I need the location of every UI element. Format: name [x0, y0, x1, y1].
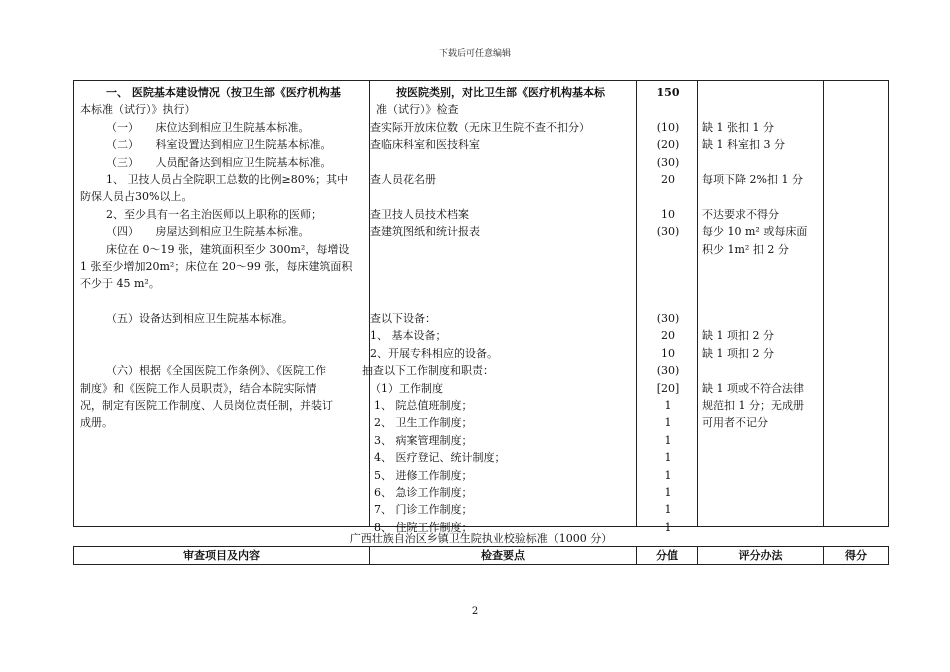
text-line: [370, 258, 638, 275]
score-value: [637, 293, 699, 310]
text-line: 2、 卫生工作制度；: [374, 416, 473, 430]
text-line: 2、至少具有一名主治医师以上职称的医师；: [106, 207, 322, 221]
text-line: 不少于 45 m²。: [80, 277, 160, 291]
text-line: 7、 门诊工作制度；: [374, 503, 473, 517]
text-line: 每少 10 m² 或每床面: [702, 225, 808, 239]
text-line: 查以下设备：: [370, 312, 436, 326]
text-line: （五）设备达到相应卫生院基本标准。: [106, 312, 293, 326]
text-line: 查临床科室和医技科室: [370, 138, 480, 152]
review-items-column: [80, 84, 370, 432]
text-line: 积少 1m² 扣 2 分: [702, 242, 789, 256]
score-value: [637, 258, 699, 275]
score-value: (20): [656, 138, 680, 152]
text-line: （三） 人员配备达到相应卫生院基本标准。: [106, 155, 332, 169]
text-line: 4、 医疗登记、统计制度；: [374, 451, 506, 465]
text-line: 不达要求不得分: [702, 207, 779, 221]
text-line: 缺 1 项或不符合法律: [702, 381, 804, 395]
score-value: 10: [661, 346, 675, 360]
text-line: [370, 293, 638, 310]
text-line: [80, 345, 370, 362]
scoring-method-column: [702, 84, 822, 432]
score-value: (30): [656, 155, 680, 169]
score-value: 1: [664, 468, 672, 482]
score-value: 150: [656, 86, 680, 99]
text-line: [702, 101, 822, 118]
score-value: (10): [656, 120, 680, 134]
text-line: [370, 188, 638, 205]
score-value: (30): [656, 364, 680, 378]
text-line: （一） 床位达到相应卫生院基本标准。: [106, 120, 310, 134]
header-check-points: 检查要点: [481, 549, 525, 562]
text-line: 查实际开放床位数（无床卫生院不查不扣分）: [370, 120, 590, 134]
text-line: [702, 84, 822, 101]
score-value: 1: [664, 451, 672, 465]
section-title: 一、 医院基本建设情况（按卫生部《医疗机构基: [106, 86, 341, 99]
table-header-row: [73, 546, 889, 565]
text-line: 缺 1 项扣 2 分: [702, 346, 774, 360]
text-line: 2、开展专科相应的设备。: [370, 346, 498, 360]
score-value: 1: [664, 485, 672, 499]
score-value: 1: [664, 503, 672, 517]
text-line: 3、 病案管理制度；: [374, 433, 473, 447]
text-line: [370, 154, 638, 171]
text-line: 缺 1 项扣 2 分: [702, 329, 774, 343]
text-line: [370, 275, 638, 292]
text-line: 6、 急诊工作制度；: [374, 485, 473, 499]
text-line: （六）根据《全国医院工作条例》、《医院工作: [106, 364, 326, 378]
text-line: （四） 房屋达到相应卫生院基本标准。: [106, 225, 310, 239]
column-divider: [823, 81, 824, 526]
text-line: 缺 1 科室扣 3 分: [702, 138, 785, 152]
text-line: （1）工作制度: [370, 381, 443, 395]
header-review-items: 审查项目及内容: [183, 549, 260, 562]
header-score: 分值: [656, 549, 678, 562]
text-line: [370, 241, 638, 258]
score-value: 1: [664, 399, 672, 413]
text-line: [702, 362, 822, 379]
text-line: 抽查以下工作制度和职责：: [362, 364, 494, 378]
text-line: （二） 科室设置达到相应卫生院基本标准。: [106, 138, 332, 152]
score-value: (30): [656, 225, 680, 239]
text-line: 防保人员占30%以上。: [80, 190, 193, 204]
text-line: 床位在 0～19 张，建筑面积至少 300m²，每增设: [106, 242, 350, 256]
text-line: 5、 进修工作制度；: [374, 468, 473, 482]
text-line: 制度》和《医院工作人员职责》，结合本院实际情: [80, 381, 317, 395]
score-value: [637, 241, 699, 258]
score-value: 1: [664, 416, 672, 430]
score-value: [20]: [656, 381, 680, 395]
text-line: 1、 卫技人员占全院职工总数的比例≥80%；其中: [106, 172, 349, 186]
standards-table: [73, 80, 889, 534]
text-line: 按医院类别，对比卫生部《医疗机构基本标: [396, 86, 605, 99]
text-line: [702, 293, 822, 310]
header-scoring-method: 评分办法: [738, 549, 783, 562]
text-line: [702, 310, 822, 327]
score-value: [637, 275, 699, 292]
text-line: 本标准（试行）》执行）: [80, 103, 196, 117]
score-value: 10: [661, 207, 675, 221]
text-line: [702, 258, 822, 275]
text-line: [80, 327, 370, 344]
score-column: [637, 84, 699, 536]
text-line: 8、 住院工作制度；: [374, 520, 473, 534]
score-value: 1: [664, 520, 672, 534]
check-points-column: [362, 84, 638, 536]
text-line: 1、 基本设备；: [370, 329, 447, 343]
page-header-note: 下载后可任意编辑: [438, 49, 511, 59]
text-line: [80, 293, 370, 310]
score-value: 20: [661, 329, 675, 343]
text-line: 成册。: [80, 416, 113, 430]
text-line: 可用者不记分: [702, 416, 768, 430]
score-value: [637, 101, 699, 118]
table-caption: 广西壮族自治区乡镇卫生院执业校验标准（1000 分）: [349, 532, 613, 545]
text-line: 规范扣 1 分；无成册: [702, 399, 804, 413]
text-line: 况，制定有医院工作制度、人员岗位责任制，并装订: [80, 399, 333, 413]
text-line: [702, 275, 822, 292]
text-line: 查人员花名册: [370, 172, 436, 186]
text-line: 查卫技人员技术档案: [370, 207, 469, 221]
header-obtained-score: 得分: [845, 549, 867, 562]
score-value: [637, 188, 699, 205]
text-line: 1 张至少增加20m²；床位在 20～99 张，每床建筑面积: [80, 259, 353, 273]
text-line: 准（试行）》检查: [376, 103, 459, 117]
text-line: 缺 1 张扣 1 分: [702, 120, 774, 134]
text-line: 每项下降 2%扣 1 分: [702, 172, 803, 186]
score-value: 1: [664, 433, 672, 447]
text-line: [702, 188, 822, 205]
score-value: 20: [661, 172, 675, 186]
page-number: 2: [471, 606, 479, 617]
score-value: (30): [656, 312, 680, 326]
text-line: 1、 院总值班制度；: [374, 399, 473, 413]
text-line: 查建筑图纸和统计报表: [370, 225, 480, 239]
text-line: [702, 154, 822, 171]
